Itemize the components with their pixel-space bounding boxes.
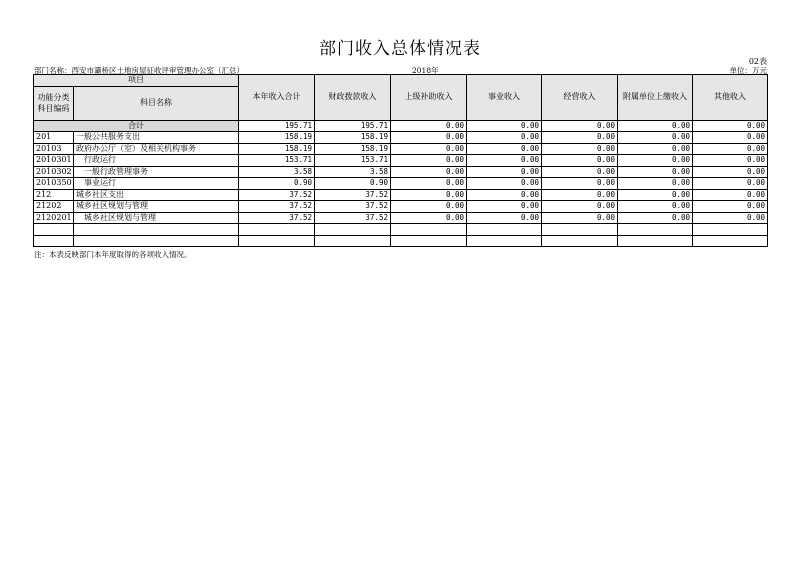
header-col: 经营收入 <box>542 75 618 121</box>
empty-cell <box>693 235 768 247</box>
table-cell: 0.00 <box>467 132 542 144</box>
table-row <box>34 189 768 201</box>
empty-cell <box>74 224 239 236</box>
table-cell: 0.00 <box>618 155 693 167</box>
table-cell: 0.00 <box>618 143 693 155</box>
table-cell: 3.58 <box>239 166 315 178</box>
table-row <box>34 166 768 178</box>
table-cell: 153.71 <box>239 155 315 167</box>
table-number: 02表 <box>748 57 767 66</box>
table-cell: 0.00 <box>391 166 467 178</box>
blank-row <box>34 224 768 236</box>
empty-cell <box>391 224 467 236</box>
table-cell: 37.52 <box>239 189 315 201</box>
empty-cell <box>34 224 74 236</box>
table-cell: 37.52 <box>315 201 391 213</box>
table-cell: 0.00 <box>467 166 542 178</box>
table-cell: 0.00 <box>693 178 768 190</box>
header-col: 附属单位上缴收入 <box>618 75 693 121</box>
table-cell: 0.00 <box>467 212 542 224</box>
table-cell: 0.90 <box>315 178 391 190</box>
unit-label: 单位：万元 <box>729 66 767 75</box>
table-cell: 0.00 <box>467 201 542 213</box>
table-cell: 0.00 <box>542 189 618 201</box>
table-cell: 0.00 <box>467 155 542 167</box>
table-cell: 0.00 <box>542 166 618 178</box>
empty-cell <box>239 224 315 236</box>
table-header <box>34 75 768 121</box>
name-cell: 事业运行 <box>74 178 239 190</box>
table-cell: 0.00 <box>391 178 467 190</box>
header-col: 事业收入 <box>467 75 542 121</box>
table-cell: 0.00 <box>693 166 768 178</box>
table-cell: 0.00 <box>693 189 768 201</box>
page-title: 部门收入总体情况表 <box>319 39 481 59</box>
header-col: 财政拨款收入 <box>315 75 391 121</box>
code-cell: 20103 <box>34 143 74 155</box>
total-label: 合计 <box>34 120 239 132</box>
table-row <box>34 155 768 167</box>
table-cell: 0.00 <box>542 155 618 167</box>
table-cell: 0.00 <box>391 189 467 201</box>
empty-cell <box>618 224 693 236</box>
code-cell: 2010302 <box>34 166 74 178</box>
code-cell: 21202 <box>34 201 74 213</box>
table-row <box>34 212 768 224</box>
table-cell: 195.71 <box>239 120 315 132</box>
table-cell: 0.00 <box>542 143 618 155</box>
header-col: 其他收入 <box>693 75 768 121</box>
name-cell: 城乡社区规划与管理 <box>74 201 239 213</box>
table-cell: 0.00 <box>618 166 693 178</box>
total-row <box>34 120 768 132</box>
table-cell: 158.19 <box>315 132 391 144</box>
table-cell: 0.00 <box>391 120 467 132</box>
table-cell: 0.00 <box>618 120 693 132</box>
blank-row <box>34 235 768 247</box>
table-cell: 0.00 <box>693 120 768 132</box>
empty-cell <box>315 235 391 247</box>
table-cell: 0.00 <box>467 189 542 201</box>
table-body <box>34 120 768 247</box>
empty-cell <box>542 224 618 236</box>
table-row <box>34 178 768 190</box>
table-cell: 0.00 <box>542 132 618 144</box>
income-table <box>33 74 768 247</box>
table-cell: 0.00 <box>542 201 618 213</box>
name-cell: 行政运行 <box>74 155 239 167</box>
empty-cell <box>542 235 618 247</box>
header-col: 上级补助收入 <box>391 75 467 121</box>
code-cell: 2010301 <box>34 155 74 167</box>
name-cell: 城乡社区支出 <box>74 189 239 201</box>
empty-cell <box>239 235 315 247</box>
empty-cell <box>74 235 239 247</box>
table-cell: 0.00 <box>693 132 768 144</box>
table-cell: 0.00 <box>391 132 467 144</box>
table-cell: 158.19 <box>239 143 315 155</box>
header-col: 本年收入合计 <box>239 75 315 121</box>
table-cell: 0.00 <box>391 201 467 213</box>
code-cell: 212 <box>34 189 74 201</box>
table-cell: 0.00 <box>693 143 768 155</box>
table-cell: 0.00 <box>618 132 693 144</box>
table-cell: 0.00 <box>693 155 768 167</box>
table-cell: 0.90 <box>239 178 315 190</box>
table-cell: 0.00 <box>693 201 768 213</box>
table-cell: 0.00 <box>618 201 693 213</box>
header-code: 功能分类科目编码 <box>34 86 74 120</box>
table-cell: 158.19 <box>239 132 315 144</box>
table-cell: 37.52 <box>315 212 391 224</box>
table-cell: 0.00 <box>467 178 542 190</box>
table-cell: 158.19 <box>315 143 391 155</box>
empty-cell <box>693 224 768 236</box>
table-cell: 0.00 <box>542 120 618 132</box>
report-year: 2018年 <box>412 66 439 75</box>
table-cell: 0.00 <box>391 212 467 224</box>
code-cell: 2010350 <box>34 178 74 190</box>
name-cell: 政府办公厅（室）及相关机构事务 <box>74 143 239 155</box>
name-cell: 一般公共服务支出 <box>74 132 239 144</box>
table-cell: 37.52 <box>239 212 315 224</box>
table-cell: 0.00 <box>391 143 467 155</box>
department-name: 部门名称：西安市灞桥区土地房屋征收评审管理办公室（汇总） <box>34 66 244 75</box>
table-cell: 0.00 <box>618 189 693 201</box>
table-row <box>34 132 768 144</box>
table-cell: 153.71 <box>315 155 391 167</box>
table-cell: 0.00 <box>542 178 618 190</box>
header-item: 项目 <box>34 75 239 87</box>
code-cell: 2120201 <box>34 212 74 224</box>
empty-cell <box>467 235 542 247</box>
name-cell: 一般行政管理事务 <box>74 166 239 178</box>
table-cell: 37.52 <box>315 189 391 201</box>
table-cell: 0.00 <box>391 155 467 167</box>
table-cell: 0.00 <box>618 212 693 224</box>
table-cell: 0.00 <box>467 143 542 155</box>
table-cell: 195.71 <box>315 120 391 132</box>
table-cell: 37.52 <box>239 201 315 213</box>
header-name: 科目名称 <box>74 86 239 120</box>
table-cell: 3.58 <box>315 166 391 178</box>
empty-cell <box>315 224 391 236</box>
empty-cell <box>618 235 693 247</box>
name-cell: 城乡社区规划与管理 <box>74 212 239 224</box>
table-cell: 0.00 <box>693 212 768 224</box>
table-cell: 0.00 <box>467 120 542 132</box>
empty-cell <box>467 224 542 236</box>
table-cell: 0.00 <box>542 212 618 224</box>
table-row <box>34 201 768 213</box>
empty-cell <box>34 235 74 247</box>
empty-cell <box>391 235 467 247</box>
footnote: 注：本表反映部门本年度取得的各项收入情况。 <box>34 250 192 259</box>
table-cell: 0.00 <box>618 178 693 190</box>
table-row <box>34 143 768 155</box>
code-cell: 201 <box>34 132 74 144</box>
